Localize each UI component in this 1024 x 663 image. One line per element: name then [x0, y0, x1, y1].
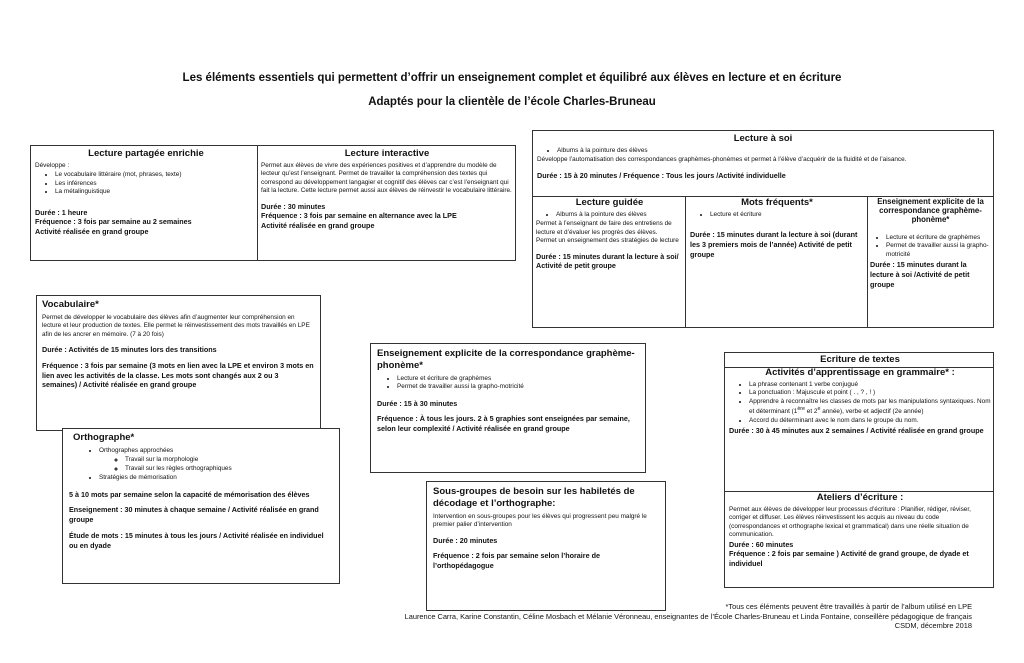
ecriture-title: Écriture de textes	[820, 355, 900, 365]
list-item: • La ponctuation : Majuscule et point ( . , ? , ! )	[749, 389, 991, 397]
enseignement-small-cell	[870, 198, 991, 326]
list-item: • Orthographes approchées	[99, 447, 333, 455]
orthographe-title: Orthographe*	[73, 432, 135, 443]
row-divider	[533, 196, 993, 197]
lecture-guidee-duree: Durée : 15 minutes durant la lecture à soi/ Activité de petit groupe	[536, 251, 679, 271]
list-item: • Albums à la pointure des élèves	[557, 147, 989, 155]
ateliers-text: Permet aux élèves de développer leur processus d’écriture : Planifier, rédiger, réviser, corriger et diffuser. Les élèves réinvestissent les acquis au niveau du code (correspondances et orthographe lexical et grammatical) dans une réelle situation de communication.	[729, 505, 971, 539]
vocabulaire-text: Permet de développer le vocabulaire des élèves afin d’augmenter leur compréhension en lecture et leur production de textes. Elle permet le réinvestissement des mots travaillés en LPE afin de les ancrer en mémoire. (7 à 20 fois)	[42, 313, 310, 338]
orthographe-line-1: 5 à 10 mots par semaine selon la capacité de mémorisation des élèves	[69, 489, 310, 499]
lecture-soi-box	[532, 130, 994, 328]
lecture-partagee-cell	[35, 149, 257, 259]
enseignement-small-duree: Durée : 15 minutes durant la lecture à soi /Activité de petit groupe	[870, 260, 970, 289]
lecture-interactive-activite: Activité réalisée en grand groupe	[261, 221, 375, 231]
ateliers-duree: Durée : 60 minutes	[729, 539, 794, 549]
list-item: • La métalinguistique	[55, 188, 257, 196]
orthographe-line-2: Enseignement : 30 minutes à chaque semaine / Activité réalisée en grand groupe	[69, 505, 319, 525]
list-item: ◦ Travail sur la morphologie	[125, 456, 333, 464]
mots-frequents-title: Mots fréquents*	[741, 198, 813, 208]
lecture-soi-title: Lecture à soi	[733, 134, 793, 144]
sous-groupes-text: Intervention en sous-groupes pour les élèves qui progressent peu malgré le premier palier d’intervention	[433, 512, 647, 529]
title-divider	[725, 367, 993, 368]
ecriture-box	[724, 352, 994, 588]
list-item: ◦ Travail sur les règles orthographiques	[125, 465, 333, 473]
lecture-guidee-text-2: Permet un enseignement des stratégies de lecture	[536, 237, 679, 245]
column-divider	[867, 196, 868, 327]
ateliers-title: Ateliers d’écriture :	[816, 493, 904, 503]
list-item: • Lecture et écriture de graphèmes	[397, 375, 639, 383]
orthographe-line-3: Étude de mots : 15 minutes à tous les jours / Activité réalisée en individuel ou en dyade	[69, 530, 324, 550]
enseignement-mid-title: Enseignement explicite de la correspondance graphème-phonème*	[377, 348, 635, 371]
grammaire-cell	[729, 355, 991, 491]
lecture-interactive-text: Permet aux élèves de vivre des expériences positives et d’apprendre du modèle de lecteur qu’est l’enseignant. Permet de travailler la compréhension des textes qui correspond au développement langagier et cognitif des élèves car c’est l’enseignant qui fait la lecture. Cette lecture permet aussi aux élèves de réinvestir le vocabulaire littéraire.	[261, 161, 512, 195]
lecture-interactive-duree: Durée : 30 minutes	[261, 201, 326, 211]
vocabulaire-duree: Durée : Activités de 15 minutes lors des transitions	[42, 345, 217, 355]
enseignement-mid-box	[370, 343, 646, 473]
mots-frequents-duree: Durée : 15 minutes durant la lecture à soi (durant les 3 premiers mois de l’année) Activité de petit groupe	[690, 230, 858, 259]
lecture-guidee-text-1: Permet à l’enseignant de faire des entretiens de lecture et d’évaluer les progrès des élèves.	[536, 220, 672, 236]
list-item: • Le vocabulaire littéraire (mot, phrases, texte)	[55, 171, 257, 179]
lecture-partagee-list	[35, 171, 257, 196]
document-title: Les éléments essentiels qui permettent d’offrir un enseignement complet et équilibré aux élèves en lecture et en écriture	[182, 72, 842, 84]
footer-note: *Tous ces éléments peuvent être travaillés à partir de l’album utilisé en LPE	[725, 602, 972, 611]
footer	[300, 602, 972, 631]
lecture-interactive-cell	[261, 149, 513, 259]
enseignement-mid-frequence: Fréquence : À tous les jours. 2 à 5 graphies sont enseignées par semaine, selon leur complexité / Activité réalisée en grand groupe	[377, 414, 630, 434]
lecture-interactive-frequence: Fréquence : 3 fois par semaine en alternance avec la LPE	[261, 211, 457, 221]
lecture-partagee-frequence: Fréquence : 3 fois par semaine au 2 semaines	[35, 217, 192, 227]
mots-frequents-cell	[690, 198, 864, 326]
vocabulaire-box	[36, 295, 321, 431]
footer-org: CSDM, décembre 2018	[894, 621, 972, 631]
sous-groupes-box	[426, 481, 666, 611]
document-subtitle: Adaptés pour la clientèle de l’école Charles-Bruneau	[368, 96, 656, 108]
vocabulaire-title: Vocabulaire*	[42, 299, 99, 310]
list-item: • Permet de travailler aussi la grapho-motricité	[886, 242, 991, 259]
column-divider	[685, 196, 686, 327]
orthographe-box	[62, 428, 340, 584]
list-item: • Les inférences	[55, 180, 257, 188]
sous-groupes-title: Sous-groupes de besoin sur les habiletés de décodage et l’orthographe:	[433, 486, 635, 509]
lecture-guidee-cell	[536, 198, 683, 326]
list-item: • La phrase contenant 1 verbe conjugué	[749, 381, 991, 389]
row-divider	[725, 491, 993, 492]
list-item: • Permet de travailler aussi la grapho-motricité	[397, 383, 639, 391]
list-item: • Stratégies de mémorisation	[99, 474, 333, 482]
lecture-guidee-title: Lecture guidée	[575, 198, 644, 208]
list-item: • Apprendre à reconnaître les classes de mots par les manipulations syntaxiques. Nom et déterminant (1ère et 2e année), verbe et adjectif (2e année)	[749, 398, 991, 417]
lecture-soi-cell	[537, 134, 989, 194]
sous-groupes-frequence: Fréquence : 2 fois par semaine selon l’horaire de l’orthopédagogue	[433, 551, 600, 571]
ateliers-frequence: Fréquence : 2 fois par semaine ) Activité de grand groupe, de dyade et individuel	[729, 549, 969, 569]
column-divider	[257, 146, 258, 260]
enseignement-small-title: Enseignement explicite de la correspondance graphème-phonème*	[877, 198, 984, 224]
list-item: • Accord du déterminant avec le nom dans le groupe du nom.	[749, 417, 991, 425]
vocabulaire-frequence: Fréquence : 3 fois par semaine (3 mots en lien avec la LPE et environ 3 mots en lien avec les activités de la classe. Les mots sont changés aux 2 ou 3 semaines) / Activité réalisée en grand groupe	[42, 360, 314, 390]
lecture-partagee-title: Lecture partagée enrichie	[88, 149, 204, 159]
lecture-partagee-activite: Activité réalisée en grand groupe	[35, 227, 149, 237]
footer-authors: Laurence Carra, Karine Constantin, Céline Mosbach et Mélanie Véronneau, enseignantes de l’École Charles-Bruneau et Linda Fontaine, conseillère pédagogique de français	[404, 611, 972, 621]
lecture-partagee-duree: Durée : 1 heure	[35, 207, 88, 217]
lecture-interactive-title: Lecture interactive	[344, 149, 430, 159]
grammaire-duree: Durée : 30 à 45 minutes aux 2 semaines / Activité réalisée en grand groupe	[729, 426, 984, 436]
list-item: • Albums à la pointure des élèves	[556, 211, 683, 219]
lecture-soi-duree: Durée : 15 à 20 minutes / Fréquence : Tous les jours /Activité individuelle	[537, 170, 786, 180]
ateliers-cell	[729, 493, 991, 587]
lecture-soi-text: Développe l’automatisation des correspondances graphèmes-phonèmes et permet à l’élève d’acquérir de la fluidité et de l’aisance.	[537, 156, 907, 164]
list-item: • Lecture et écriture de graphèmes	[886, 234, 991, 242]
lecture-top-left-box	[30, 145, 516, 261]
lecture-partagee-intro: Développe :	[35, 161, 70, 169]
list-item: • Lecture et écriture	[710, 211, 864, 219]
sous-groupes-duree: Durée : 20 minutes	[433, 535, 498, 545]
grammaire-title: Activités d’apprentissage en grammaire* :	[765, 366, 955, 378]
enseignement-mid-duree: Durée : 15 à 30 minutes	[377, 398, 458, 408]
